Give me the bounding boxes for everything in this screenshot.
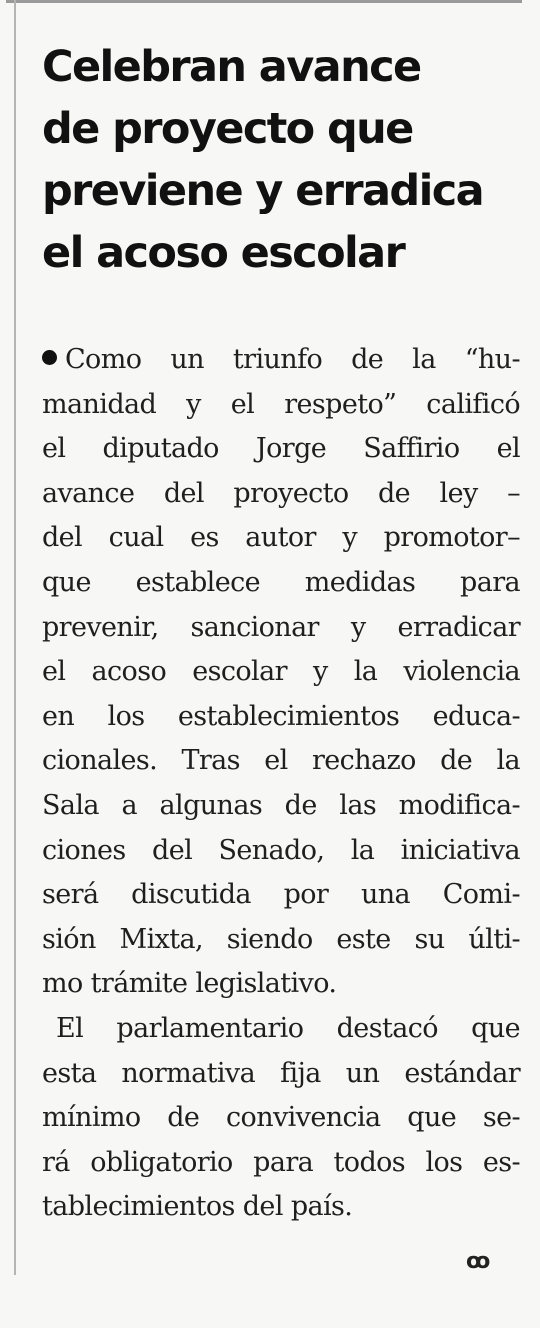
column-rule [14, 0, 16, 1275]
headline-line: de proyecto que [42, 104, 413, 154]
body-line: esta normativa fija un estándar [42, 1057, 520, 1089]
body-line: ciones del Senado, la iniciativa [42, 834, 520, 866]
body-line: el diputado Jorge Saffirio el [42, 433, 520, 465]
body-line: Sala a algunas de las modifica- [42, 789, 520, 821]
headline-line: Celebran avance [42, 42, 421, 92]
body-line: mínimo de convivencia que se- [42, 1102, 520, 1134]
body-line: en los establecimientos educa- [42, 700, 520, 732]
headline-line: el acoso escolar [42, 228, 405, 278]
headline [42, 36, 522, 284]
body-line: prevenir, sancionar y erradicar [42, 611, 520, 643]
body-line: del cual es autor y promotor– [42, 522, 520, 554]
body-line: El parlamentario destacó que [56, 1012, 520, 1044]
body-line: rá obligatorio para todos los es- [42, 1146, 520, 1178]
body-line-first [42, 338, 520, 383]
body-line: manidad y el respeto” calificó [42, 388, 520, 420]
body-line: el acoso escolar y la violencia [42, 656, 520, 688]
body-line-text: Como un triunfo de la “hu- [65, 344, 520, 375]
end-mark-icon: ꝏ [466, 1249, 489, 1274]
body-line: será discutida por una Comi- [42, 879, 520, 911]
bullet-icon [42, 350, 57, 365]
body-line: mo trámite legislativo. [42, 968, 337, 1000]
top-rule [6, 0, 522, 3]
body-line: cionales. Tras el rechazo de la [42, 745, 520, 777]
body-line: avance del proyecto de ley – [42, 477, 520, 509]
body-line: que establece medidas para [42, 566, 520, 598]
headline-line: previene y erradica [42, 166, 484, 216]
body-line: tablecimientos del país. [42, 1191, 353, 1223]
article-body [42, 338, 520, 1230]
body-line: sión Mixta, siendo este su últi- [42, 923, 520, 955]
